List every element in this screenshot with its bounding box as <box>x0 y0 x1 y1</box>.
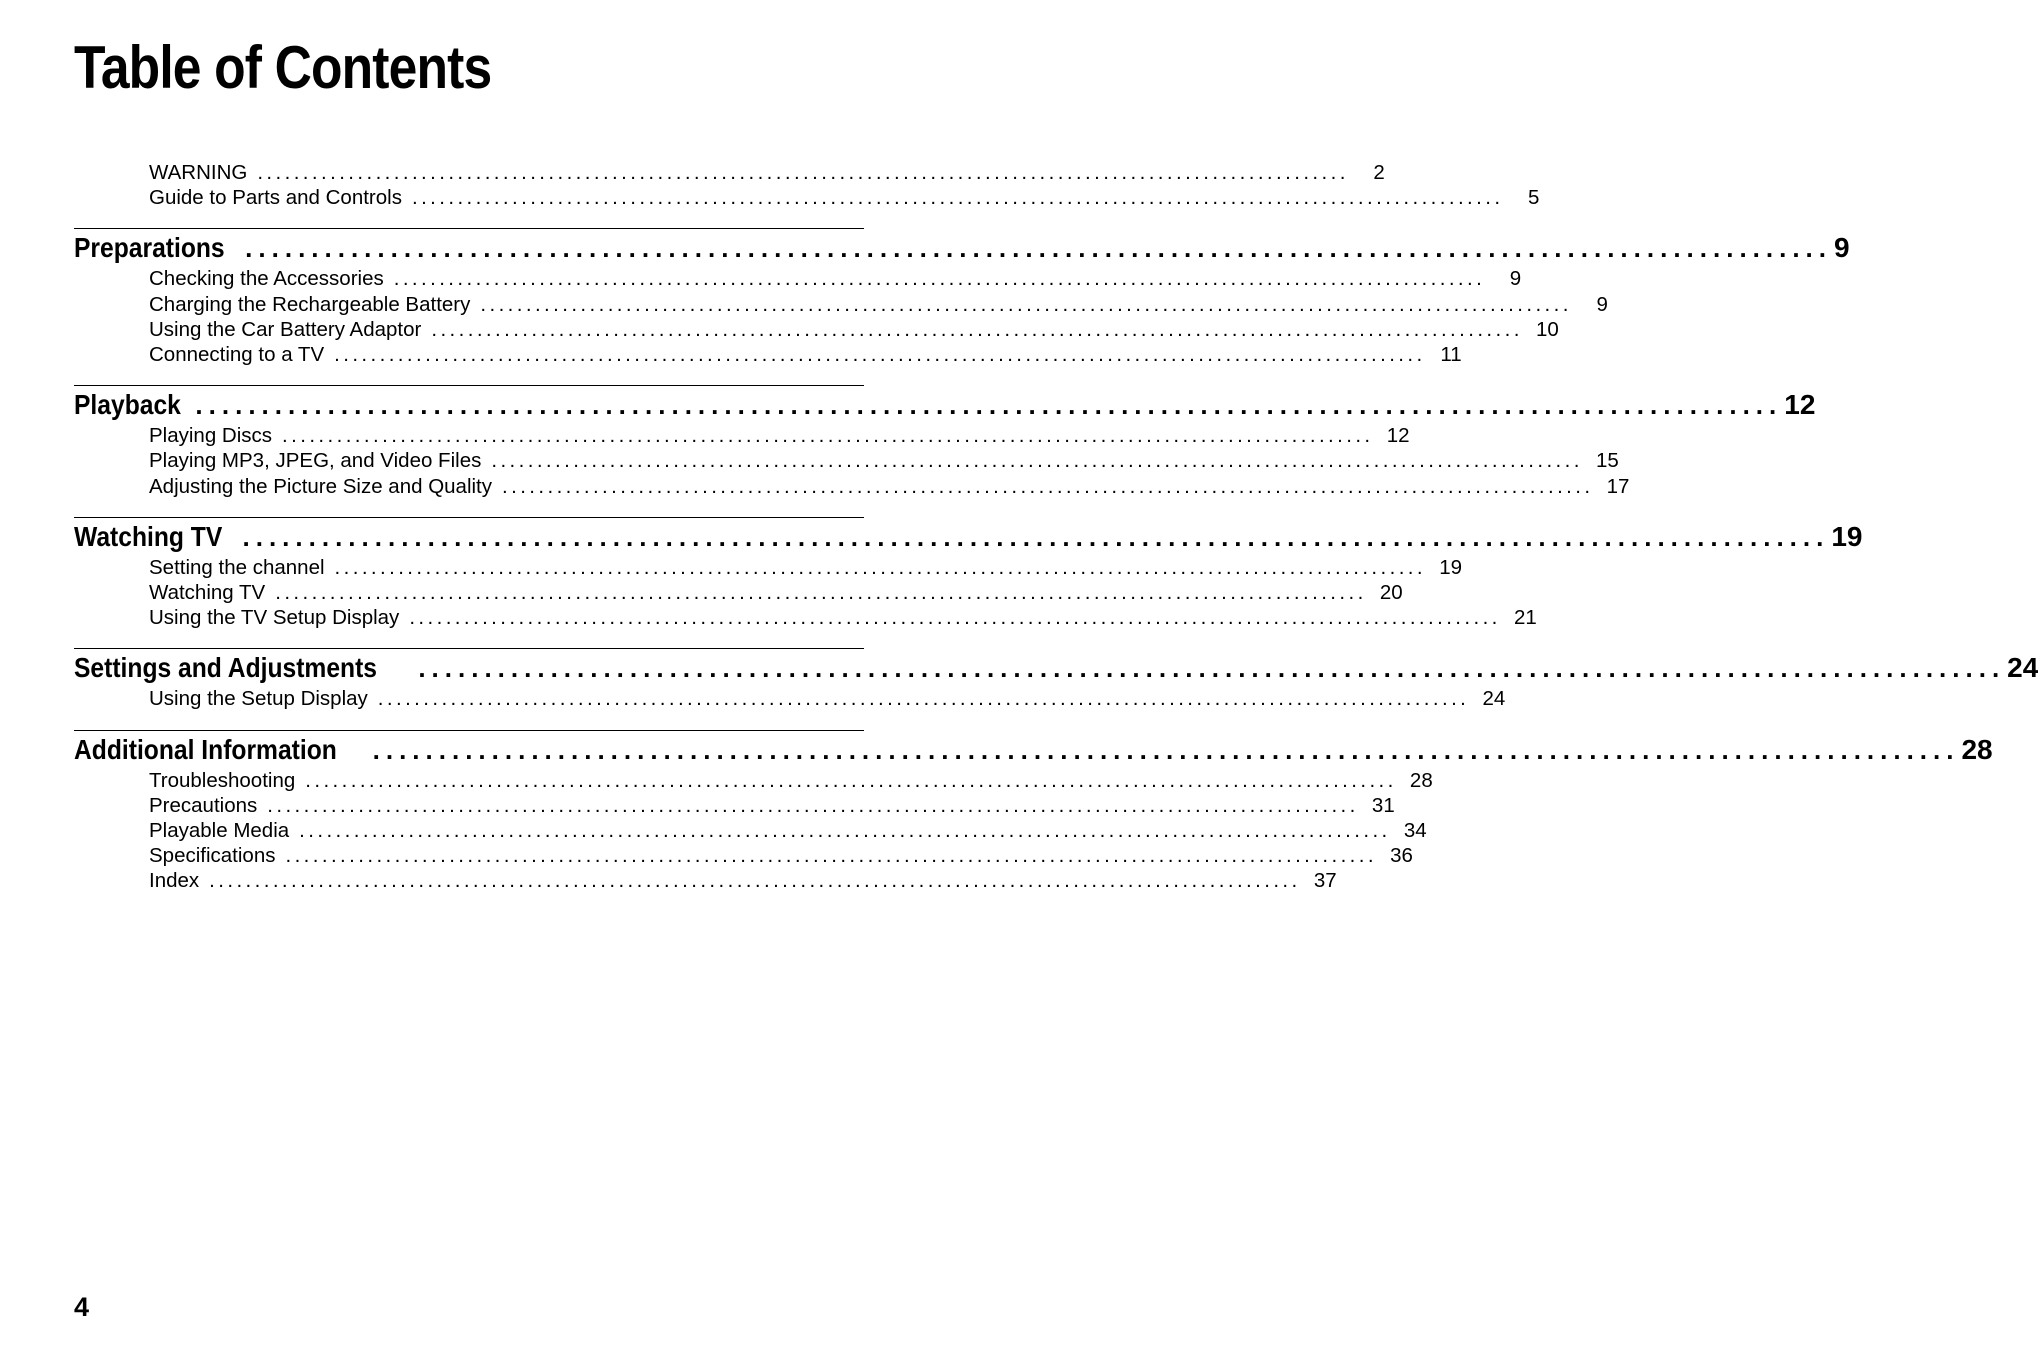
entry-page: 19 <box>1439 555 1462 579</box>
toc-entry-warning[interactable] <box>74 160 1385 185</box>
entry-page: 24 <box>1482 687 1506 711</box>
toc-entry[interactable] <box>74 342 1462 367</box>
section-heading[interactable] <box>74 519 1863 555</box>
section-heading[interactable] <box>74 230 1850 266</box>
toc-entry[interactable] <box>74 843 1413 868</box>
dot-leader: ........................................................................................................................ <box>282 424 1374 448</box>
dot-leader: ........................................................................................................................ <box>334 343 1426 367</box>
section-heading[interactable] <box>74 732 1993 768</box>
section-watching-tv <box>74 517 1863 631</box>
entry-page: 11 <box>1440 343 1462 367</box>
section-title: Playback <box>74 389 181 421</box>
section-preparations <box>74 228 1850 367</box>
section-title: Preparations <box>74 232 225 264</box>
dot-leader: ........................................................................................................................ <box>480 292 1572 316</box>
table-of-contents <box>74 160 2038 894</box>
toc-entry[interactable] <box>74 793 1395 818</box>
toc-entry[interactable] <box>74 868 1337 893</box>
entry-page: 17 <box>1606 474 1630 498</box>
entry-page: 34 <box>1403 819 1427 843</box>
toc-entry[interactable] <box>74 818 1427 843</box>
toc-entry[interactable] <box>74 474 1630 499</box>
toc-entry[interactable] <box>74 580 1403 605</box>
entry-label: Playable Media <box>149 819 290 843</box>
intro-entries <box>74 160 1540 210</box>
entry-label: Precautions <box>149 793 258 817</box>
entry-page: 31 <box>1371 793 1395 817</box>
dot-leader: ........................................................................................................................ <box>411 186 1504 210</box>
entry-page: 10 <box>1536 317 1559 341</box>
toc-entry[interactable] <box>74 686 1506 711</box>
entry-page: 9 <box>1596 292 1608 316</box>
entry-label: Charging the Rechargeable Battery <box>149 292 471 316</box>
dot-leader: ........................................................................................................................ <box>418 653 2006 684</box>
dot-leader: ........................................................................................................................ <box>334 555 1426 579</box>
dot-leader: ........................................................................................................................ <box>275 581 1367 605</box>
section-page: 9 <box>1834 232 1850 264</box>
entry-label: WARNING <box>149 161 248 184</box>
section-page: 19 <box>1831 520 1863 552</box>
dot-leader: ........................................................................................................................ <box>491 449 1583 473</box>
entry-page: 20 <box>1379 581 1403 605</box>
dot-leader: ........................................................................................................................ <box>245 233 1833 264</box>
section-playback <box>74 385 1816 499</box>
section-heading[interactable] <box>74 387 1816 423</box>
dot-leader: ........................................................................................................................ <box>299 819 1391 843</box>
toc-entry[interactable] <box>74 555 1462 580</box>
dot-leader: ........................................................................................................................ <box>377 687 1470 711</box>
entry-page: 28 <box>1409 768 1433 792</box>
entry-page: 37 <box>1313 869 1337 893</box>
dot-leader: ........................................................................................................................ <box>242 521 1830 552</box>
section-page: 12 <box>1784 389 1816 421</box>
entry-page: 9 <box>1509 267 1522 291</box>
dot-leader: ........................................................................................................................ <box>267 793 1359 817</box>
dot-leader: ........................................................................................................................ <box>372 734 1960 765</box>
entry-page: 21 <box>1513 606 1537 630</box>
entry-label: Guide to Parts and Controls <box>149 186 402 210</box>
entry-page: 36 <box>1390 844 1413 868</box>
entry-label: Using the TV Setup Display <box>149 606 400 630</box>
section-settings-and-adjustments <box>74 648 2038 711</box>
toc-entry-guide-to-parts[interactable] <box>74 185 1540 210</box>
entry-label: Connecting to a TV <box>149 343 325 367</box>
entry-label: Setting the channel <box>149 555 325 579</box>
toc-entry[interactable] <box>74 266 1522 291</box>
dot-leader: ........................................................................................................................ <box>409 606 1501 630</box>
entry-label: Using the Setup Display <box>149 687 368 711</box>
entry-page: 15 <box>1596 449 1619 473</box>
toc-entry[interactable] <box>74 605 1537 630</box>
entry-page: 5 <box>1528 186 1540 210</box>
entry-label: Playing Discs <box>149 424 273 448</box>
entry-label: Specifications <box>149 844 276 868</box>
entry-label: Using the Car Battery Adaptor <box>149 317 422 341</box>
dot-leader: ........................................................................................................................ <box>305 768 1397 792</box>
dot-leader: ........................................................................................................................ <box>257 161 1349 184</box>
section-page: 28 <box>1961 733 1993 765</box>
section-heading[interactable] <box>74 650 2038 686</box>
dot-leader: ........................................................................................................................ <box>431 317 1523 341</box>
page-number: 4 <box>74 1292 90 1322</box>
entry-label: Playing MP3, JPEG, and Video Files <box>149 449 482 473</box>
section-title: Additional Information <box>74 733 337 765</box>
dot-leader: ........................................................................................................................ <box>285 844 1377 868</box>
page-title: Table of Contents <box>74 34 492 101</box>
toc-entry[interactable] <box>74 317 1559 342</box>
entry-page: 2 <box>1373 161 1385 184</box>
toc-entry[interactable] <box>74 423 1410 448</box>
section-page: 24 <box>2007 652 2038 684</box>
entry-label: Troubleshooting <box>149 768 296 792</box>
entry-label: Watching TV <box>149 581 266 605</box>
dot-leader: ........................................................................................................................ <box>502 474 1594 498</box>
dot-leader: ........................................................................................................................ <box>393 267 1486 291</box>
toc-entry[interactable] <box>74 292 1608 317</box>
entry-label: Index <box>149 869 200 893</box>
toc-entry[interactable] <box>74 768 1433 793</box>
section-additional-information <box>74 730 1993 894</box>
section-title: Watching TV <box>74 520 223 552</box>
entry-label: Adjusting the Picture Size and Quality <box>149 474 492 498</box>
dot-leader: ........................................................................................................................ <box>209 869 1301 893</box>
section-title: Settings and Adjustments <box>74 652 378 684</box>
dot-leader: ........................................................................................................................ <box>195 390 1783 421</box>
entry-label: Checking the Accessories <box>149 267 384 291</box>
toc-entry[interactable] <box>74 448 1619 473</box>
entry-page: 12 <box>1386 424 1410 448</box>
